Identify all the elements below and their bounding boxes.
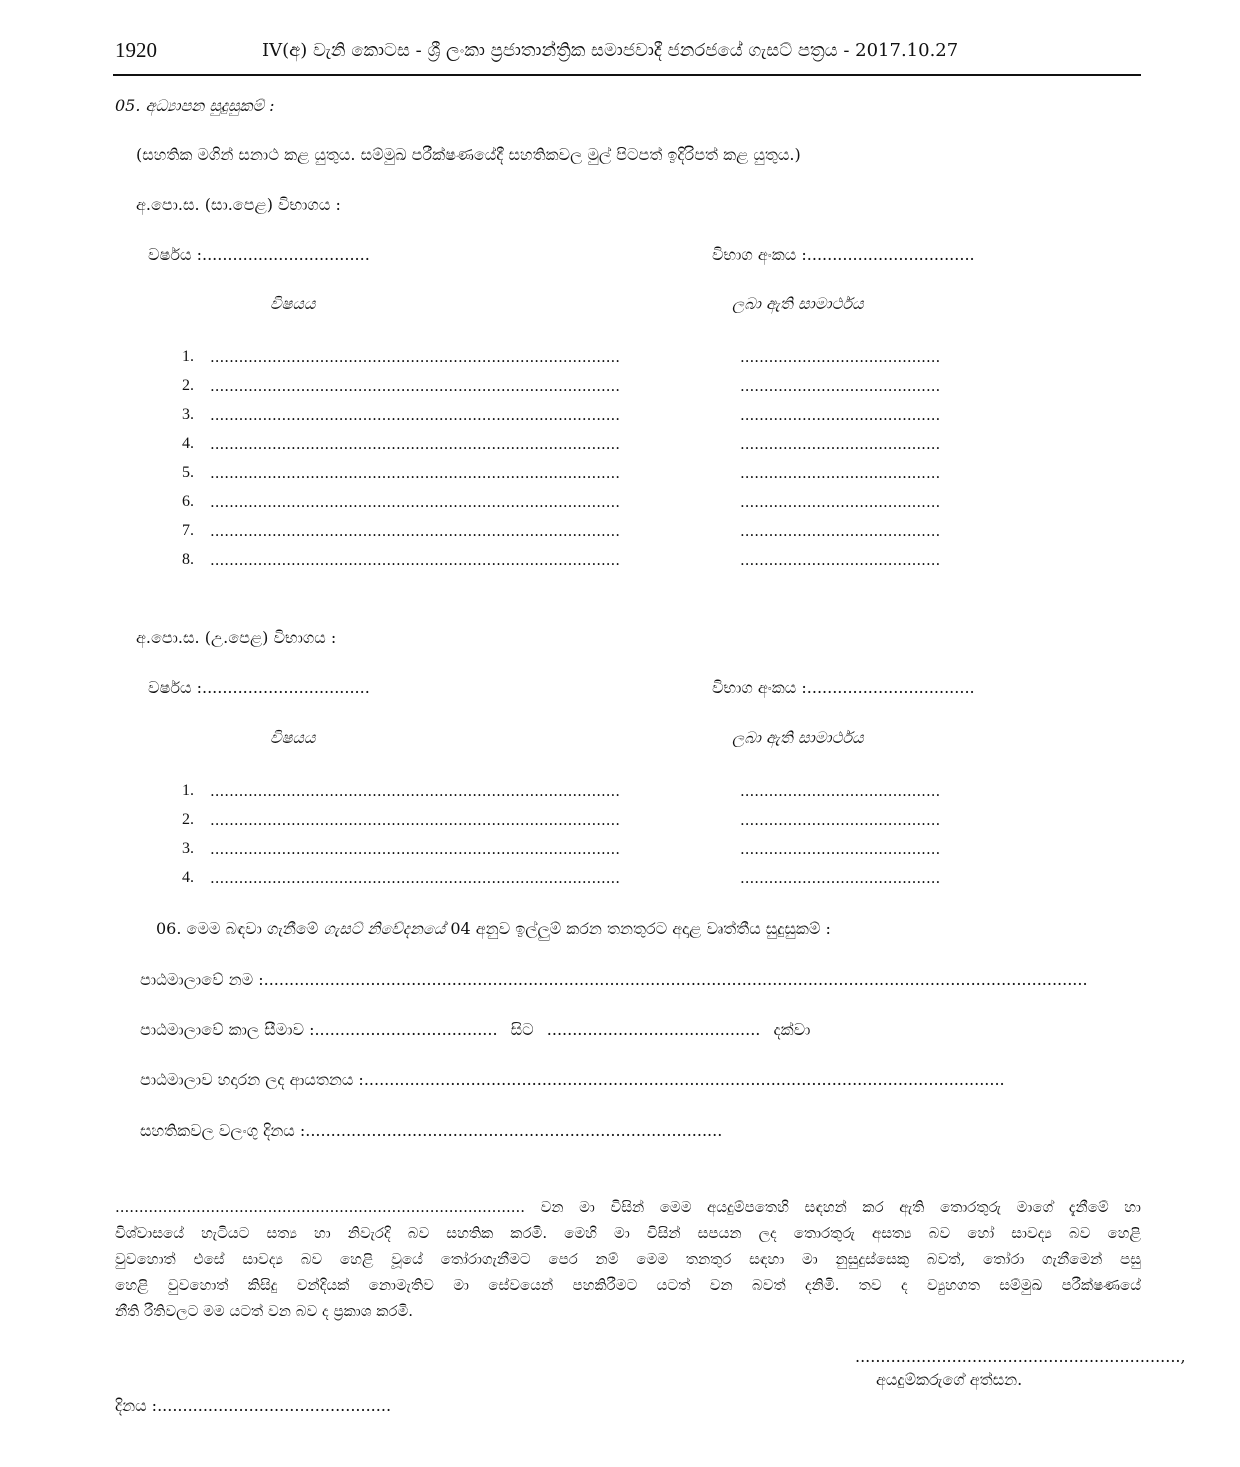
- declaration-line: වුවහොත් එසේ සාවද්‍ය බව හෙළි වූයේ තෝරාගැනීමට පෙර නම් මෙම තනතුර සඳහා මා නුසුදුස්සෙකු බවත්, තෝරා ගැනීමෙන් පසු: [115, 1250, 1141, 1268]
- section6-heading-pre: 06. මෙම බඳවා ගැනීමේ: [156, 919, 324, 938]
- ol-title: අ.පො.ස. (සා.පෙළ) විභාගය :: [136, 195, 341, 214]
- row-number: 1.: [182, 782, 194, 799]
- subject-field[interactable]: ......................................................................................: [210, 377, 621, 395]
- course-period-start[interactable]: පාඨමාලාවේ කාල සීමාව :....................................: [140, 1020, 498, 1039]
- grade-field[interactable]: ..........................................: [740, 377, 941, 395]
- grade-field[interactable]: ..........................................: [740, 464, 941, 482]
- subject-field[interactable]: ......................................................................................: [210, 464, 621, 482]
- grade-field[interactable]: ..........................................: [740, 493, 941, 511]
- subject-field[interactable]: ......................................................................................: [210, 406, 621, 424]
- row-number: 5.: [182, 464, 194, 481]
- declaration-line: හෙළි වුවහොත් කිසිදු වන්දියක් නොමැතිව මා සේවයෙන් පහකිරීමට යටත් වන බවත් දනිමි. තව ද ව්‍යුහගත සම්මුඛ පරීක්ෂණයේ: [115, 1276, 1141, 1294]
- al-title: අ.පො.ස. (උ.පෙළ) විභාගය :: [136, 628, 337, 647]
- running-title: IV(අ) වැනි කොටස - ශ්‍රී ලංකා ප්‍රජාතාන්ත්‍රික සමාජවාදී ජනරජයේ ගැසට් පත්‍රය - 2017.10.27: [262, 40, 959, 61]
- declaration-line: විශ්වාසයේ හැටියට සත්‍ය හා නිවැරදි බව සහතික කරමි. මෙහි මා විසින් සපයන ලද තොරතුරු අසත්‍ය බව හෝ සාවද්‍ය බව හෙළි: [115, 1224, 1141, 1242]
- grade-field[interactable]: ..........................................: [740, 782, 941, 800]
- row-number: 3.: [182, 840, 194, 857]
- subject-field[interactable]: ......................................................................................: [210, 522, 621, 540]
- course-period-field: [140, 1020, 810, 1040]
- section5-note: (සහතික මගින් සනාථ කළ යුතුය. සම්මුඛ පරීක්ෂණයේදී සහතිකවල මුල් පිටපත් ඉදිරිපත් කළ යුතුය.): [136, 145, 801, 164]
- grade-field[interactable]: ..........................................: [740, 435, 941, 453]
- institute-field[interactable]: පාඨමාලාව හදාරන ලද ආයතනය :..............................................................................................................................: [140, 1070, 1005, 1089]
- row-number: 6.: [182, 493, 194, 510]
- declaration-line: ...................................................................................... වන මා විසින් මෙම අයදුම්පතෙහි සඳහන් කර ඇති තොරතුරු මාගේ දැනීමේ හා: [115, 1198, 1141, 1216]
- ol-subject-header: විෂයය: [270, 294, 316, 313]
- ol-year-field[interactable]: වර්ෂය :.................................: [148, 245, 370, 264]
- section6-heading: [156, 919, 831, 939]
- course-name-field[interactable]: පාඨමාලාවේ නම :..................................................................................................................................................................: [140, 970, 1088, 989]
- subject-field[interactable]: ......................................................................................: [210, 551, 621, 569]
- ol-index-field[interactable]: විභාග අංකය :.................................: [712, 245, 975, 264]
- subject-field[interactable]: ......................................................................................: [210, 840, 621, 858]
- date-field[interactable]: දිනය :..............................................: [115, 1396, 392, 1415]
- row-number: 4.: [182, 869, 194, 886]
- course-period-to: දක්වා: [773, 1020, 811, 1039]
- section6-heading-italic: ගැසට් නිවේදනයේ: [323, 919, 446, 938]
- grade-field[interactable]: ..........................................: [740, 406, 941, 424]
- subject-field[interactable]: ......................................................................................: [210, 435, 621, 453]
- row-number: 3.: [182, 406, 194, 423]
- course-period-end[interactable]: ..........................................: [546, 1020, 761, 1039]
- section6-heading-post: 04 අනුව ඉල්ලුම් කරන තනතුරට අදාළ වෘත්තීය සුදුසුකම් :: [445, 919, 831, 938]
- row-number: 8.: [182, 551, 194, 568]
- subject-field[interactable]: ......................................................................................: [210, 869, 621, 887]
- row-number: 2.: [182, 811, 194, 828]
- grade-field[interactable]: ..........................................: [740, 522, 941, 540]
- signature-line[interactable]: ................................................................,: [855, 1347, 1186, 1366]
- al-subject-header: විෂයය: [270, 728, 316, 747]
- subject-field[interactable]: ......................................................................................: [210, 782, 621, 800]
- grade-field[interactable]: ..........................................: [740, 869, 941, 887]
- grade-field[interactable]: ..........................................: [740, 551, 941, 569]
- signature-label: අයදුම්කරුගේ අත්සන.: [876, 1370, 1023, 1389]
- grade-field[interactable]: ..........................................: [740, 811, 941, 829]
- row-number: 4.: [182, 435, 194, 452]
- grade-field[interactable]: ..........................................: [740, 348, 941, 366]
- subject-field[interactable]: ......................................................................................: [210, 493, 621, 511]
- declaration-line: නීති රීතිවලට මම යටත් වන බව ද ප්‍රකාශ කරමි.: [115, 1302, 414, 1320]
- section5-heading: 05. අධ්‍යාපන සුදුසුකම් :: [115, 96, 275, 115]
- al-grade-header: ලබා ඇති සාමාර්ථය: [732, 728, 864, 747]
- al-index-field[interactable]: විභාග අංකය :.................................: [712, 678, 975, 697]
- declaration-paragraph: [115, 1194, 1141, 1324]
- row-number: 2.: [182, 377, 194, 394]
- row-number: 1.: [182, 348, 194, 365]
- al-year-field[interactable]: වර්ෂය :.................................: [148, 678, 370, 697]
- header-rule: [113, 74, 1141, 76]
- subject-field[interactable]: ......................................................................................: [210, 811, 621, 829]
- subject-field[interactable]: ......................................................................................: [210, 348, 621, 366]
- page-number: 1920: [115, 38, 157, 62]
- row-number: 7.: [182, 522, 194, 539]
- grade-field[interactable]: ..........................................: [740, 840, 941, 858]
- course-period-from: සිට: [510, 1020, 534, 1039]
- ol-grade-header: ලබා ඇති සාමාර්ථය: [732, 294, 864, 313]
- validity-date-field[interactable]: සහතිකවල වලංගු දිනය :..................................................................................: [140, 1121, 723, 1140]
